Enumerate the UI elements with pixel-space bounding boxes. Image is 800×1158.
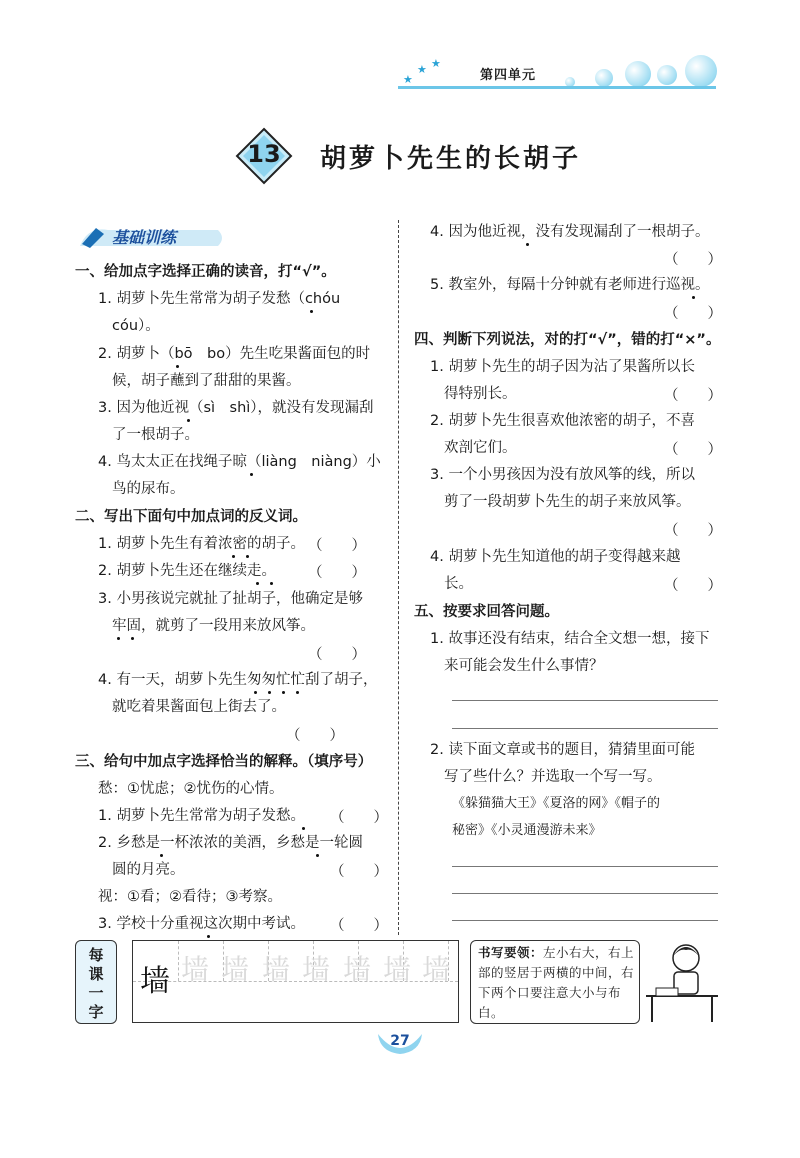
- question-text: 1. 故事还没有结束，结合全文想一想，接下: [430, 631, 710, 647]
- question-text: 1. 胡萝卜先生常常为胡子发愁（chóu: [98, 291, 341, 307]
- trace-character: 墙: [383, 953, 412, 986]
- question-text: 欢剖它们。: [444, 440, 517, 456]
- trace-character: 墙: [302, 953, 331, 986]
- emphasis-dot: [316, 854, 319, 857]
- lesson-number: 13: [247, 140, 281, 168]
- answer-blank[interactable]: （ ）: [286, 728, 344, 744]
- trace-character: 墙: [262, 953, 291, 986]
- section-heading-3: 三、给句中加点字选择恰当的解释。（填序号）: [75, 754, 373, 770]
- question-text: 来可能会发生什么事情？: [444, 658, 604, 674]
- question-text: 5. 教室外，每隔十分钟就有老师进行巡视。: [430, 277, 710, 293]
- emphasis-dot: [160, 854, 163, 857]
- answer-line[interactable]: [452, 728, 718, 729]
- question-text: 2. 胡萝卜（bō bo）先生吃果酱面包的时: [98, 346, 371, 362]
- header-bar: [398, 86, 716, 89]
- section-heading-2: 二、写出下面句中加点词的反义词。: [75, 509, 307, 525]
- emphasis-dot: [270, 582, 273, 585]
- writing-tip: 书写要领：左小右大，右上部的竖居于两横的中间，右下两个口要注意大小与布白。: [478, 945, 635, 1020]
- emphasis-dot: [526, 243, 529, 246]
- question-text: 剪了一段胡萝卜先生的胡子来放风筝。: [444, 494, 691, 510]
- daily-character-label: 每 课 一 字: [88, 946, 104, 1021]
- bubble-icon: [685, 55, 717, 87]
- question-text: cóu）。: [112, 318, 160, 334]
- emphasis-dot: [232, 555, 235, 558]
- question-text: 1. 胡萝卜先生有着浓密的胡子。: [98, 536, 305, 552]
- student-writing-illustration: [642, 936, 722, 1026]
- emphasis-dot: [268, 691, 271, 694]
- emphasis-dot: [187, 419, 190, 422]
- header-decoration: [395, 55, 725, 95]
- question-text: 牢固，就剪了一段用来放风筝。: [112, 618, 315, 634]
- section-heading-4: 四、判断下列说法，对的打“√”，错的打“×”。: [414, 332, 721, 348]
- emphasis-dot: [692, 296, 695, 299]
- question-text: 长。: [444, 576, 473, 592]
- section-title: 基础训练: [112, 228, 177, 247]
- answer-line[interactable]: [452, 700, 718, 701]
- question-text: 4. 因为他近视，没有发现漏刮了一根胡子。: [430, 224, 710, 240]
- model-character: 墙: [140, 964, 170, 999]
- question-text: 候，胡子蘸到了甜甜的果酱。: [112, 373, 301, 389]
- page-number: 27: [390, 1033, 410, 1049]
- answer-blank[interactable]: （ ）: [308, 647, 366, 663]
- bubble-icon: [625, 61, 651, 87]
- answer-blank[interactable]: （ ）: [664, 306, 722, 322]
- definition-text: 愁：①忧虑；②忧伤的心情。: [98, 781, 284, 797]
- question-text: 2. 胡萝卜先生很喜欢他浓密的胡子，不喜: [430, 413, 695, 429]
- definition-text: 视：①看；②看待；③考察。: [98, 889, 282, 905]
- answer-blank[interactable]: （ ）: [330, 810, 388, 826]
- question-text: 1. 胡萝卜先生的胡子因为沾了果酱所以长: [430, 359, 695, 375]
- question-text: 3. 一个小男孩因为没有放风筝的线，所以: [430, 467, 695, 483]
- trace-character: 墙: [422, 953, 451, 986]
- emphasis-dot: [117, 637, 120, 640]
- emphasis-dot: [282, 691, 285, 694]
- question-text: 了一根胡子。: [112, 427, 199, 443]
- answer-blank[interactable]: （ ）: [664, 578, 722, 594]
- answer-blank[interactable]: （ ）: [664, 388, 722, 404]
- emphasis-dot: [207, 935, 210, 938]
- question-text: 鸟的尿布。: [112, 481, 185, 497]
- answer-blank[interactable]: （ ）: [664, 442, 722, 458]
- star-icon: ★: [403, 73, 413, 86]
- bubble-icon: [595, 69, 613, 87]
- question-text: 3. 因为他近视（sì shì），就没有发现漏刮: [98, 400, 374, 416]
- answer-blank[interactable]: （ ）: [330, 918, 388, 934]
- question-text: 就吃着果酱面包上街去了。: [112, 699, 286, 715]
- question-text: 2. 乡愁是一杯浓浓的美酒，乡愁是一轮圆: [98, 835, 363, 851]
- star-icon: ★: [431, 57, 441, 70]
- answer-line[interactable]: [452, 866, 718, 867]
- question-text: 3. 小男孩说完就扯了扯胡子，他确定是够: [98, 591, 363, 607]
- answer-blank[interactable]: （ ）: [330, 864, 388, 880]
- emphasis-dot: [250, 473, 253, 476]
- book-titles: 《躲猫猫大王》《夏洛的网》《帽子的: [452, 796, 661, 811]
- answer-blank[interactable]: （ ）: [308, 538, 366, 554]
- column-divider: [398, 220, 399, 935]
- unit-label: 第四单元: [480, 68, 537, 83]
- star-icon: ★: [417, 63, 427, 76]
- bubble-icon: [657, 65, 677, 85]
- emphasis-dot: [310, 310, 313, 313]
- emphasis-dot: [302, 827, 305, 830]
- answer-line[interactable]: [452, 893, 718, 894]
- question-text: 2. 胡萝卜先生还在继续走。: [98, 563, 276, 579]
- question-text: 4. 鸟太太正在找绳子晾（liàng niàng）小: [98, 454, 381, 470]
- emphasis-dot: [256, 582, 259, 585]
- emphasis-dot: [176, 365, 179, 368]
- question-text: 4. 有一天，胡萝卜先生匆匆忙忙刮了胡子，: [98, 672, 378, 688]
- answer-line[interactable]: [452, 920, 718, 921]
- trace-character: 墙: [181, 953, 210, 986]
- section-heading-1: 一、给加点字选择正确的读音，打“√”。: [75, 264, 336, 280]
- question-text: 4. 胡萝卜先生知道他的胡子变得越来越: [430, 549, 681, 565]
- emphasis-dot: [131, 637, 134, 640]
- book-titles: 秘密》《小灵通漫游未来》: [452, 823, 602, 838]
- answer-blank[interactable]: （ ）: [308, 565, 366, 581]
- question-text: 写了些什么？并选取一个写一写。: [444, 769, 662, 785]
- question-text: 1. 胡萝卜先生常常为胡子发愁。: [98, 808, 305, 824]
- emphasis-dot: [254, 691, 257, 694]
- question-text: 圆的月亮。: [112, 862, 185, 878]
- question-text: 3. 学校十分重视这次期中考试。: [98, 916, 305, 932]
- answer-blank[interactable]: （ ）: [664, 252, 722, 268]
- trace-character: 墙: [221, 953, 250, 986]
- emphasis-dot: [296, 691, 299, 694]
- question-text: 得特别长。: [444, 386, 517, 402]
- question-text: 2. 读下面文章或书的题目，猜猜里面可能: [430, 742, 695, 758]
- section-heading-5: 五、按要求回答问题。: [414, 604, 559, 620]
- answer-blank[interactable]: （ ）: [664, 523, 722, 539]
- emphasis-dot: [246, 555, 249, 558]
- page-title: 胡萝卜先生的长胡子: [320, 144, 582, 174]
- trace-character: 墙: [343, 953, 372, 986]
